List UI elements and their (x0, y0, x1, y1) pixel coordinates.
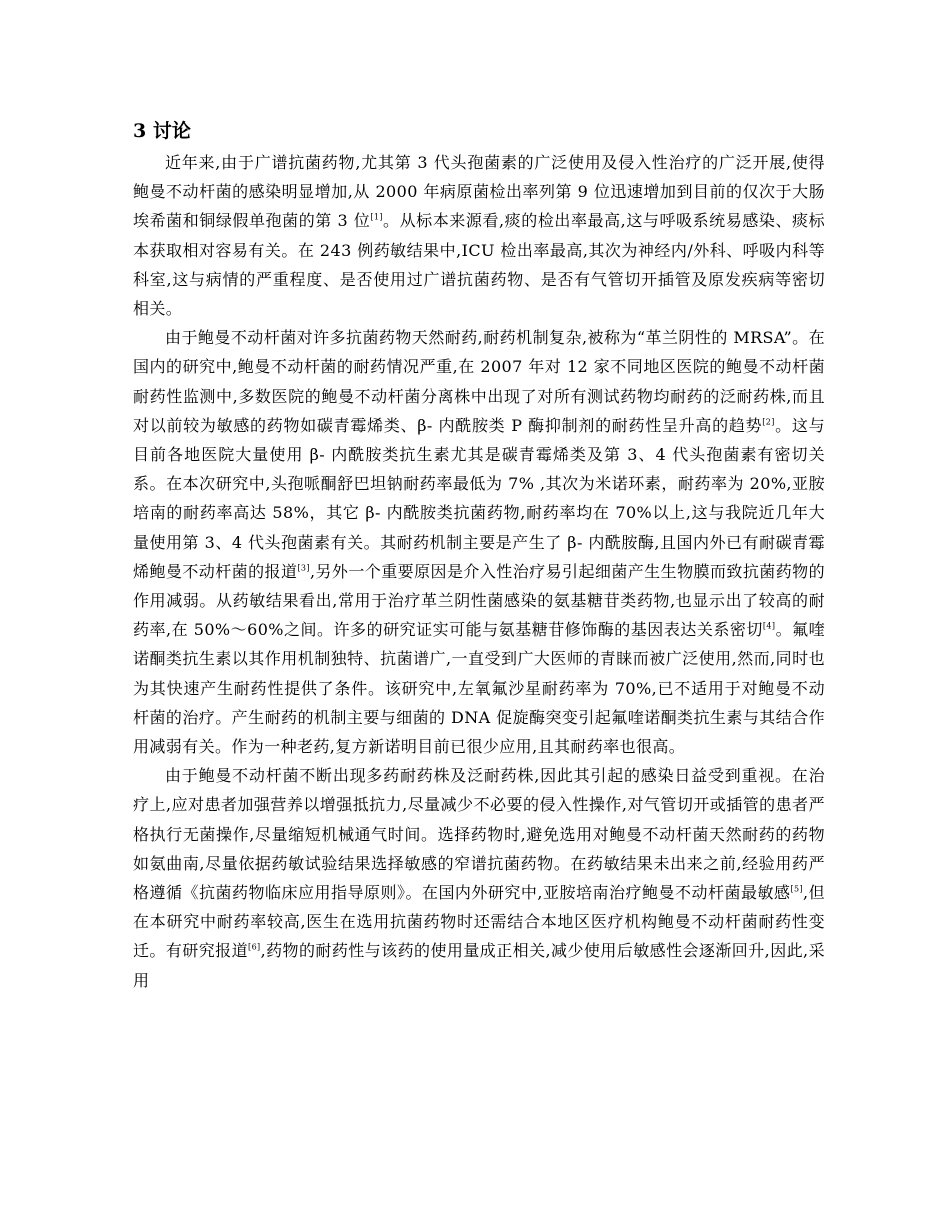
paragraph-text: 由于鲍曼不动杆菌不断出现多药耐药株及泛耐药株,因此其引起的感染日益受到重视。在治疗上,应对患者加强营养以增强抵抗力,尽量减少不必要的侵入性操作,对气管切开或插管的患者严格执行无菌操作,尽量缩短机械通气时间。选择药物时,避免选用对鲍曼不动杆菌天然耐药的药物如氨曲南,尽量依据药敏试验结果选择敏感的窄谱抗菌药物。在药敏结果未出来之前,经验用药严格遵循《抗菌药物临床应用指导原则》。在国内外研究中,亚胺培南治疗鲍曼不动杆菌最敏感 (133, 766, 825, 903)
citation-marker: [4] (762, 621, 776, 631)
citation-marker: [6] (248, 943, 261, 953)
citation-marker: [1] (370, 213, 383, 223)
paragraph-text: 由于鲍曼不动杆菌对许多抗菌药物天然耐药,耐药机制复杂,被称为“革兰阴性的 MRSA”。在国内的研究中,鲍曼不动杆菌的耐药情况严重,在 2007 年对 12 家不同地区医院的鲍曼不动杆菌耐药性监测中,多数医院的鲍曼不动杆菌分离株中出现了对所有测试药物均耐药的泛耐药株,而且对以前较为敏感的药物如碳青霉烯类、β- 内酰胺类 P 酶抑制剂的耐药性呈升高的趋势 (133, 328, 825, 435)
citation-marker: [3] (297, 563, 310, 573)
paragraph-text: 。氟喹诺酮类抗生素以其作用机制独特、抗菌谱广,一直受到广大医师的青睐而被广泛使用,然而,同时也为其快速产生耐药性提供了条件。该研究中,左氧氟沙星耐药率为 70%,已不适用于对鲍曼不动杆菌的治疗。产生耐药的机制主要与细菌的 DNA 促旋酶突变引起氟喹诺酮类抗生素与其结合作用减弱有关。作为一种老药,复方新诺明目前已很少应用,且其耐药率也很高。 (133, 620, 825, 757)
paragraph-text: 。从标本来源看,痰的检出率最高,这与呼吸系统易感染、痰标本获取相对容易有关。在 243 例药敏结果中,ICU 检出率最高,其次为神经内/外科、呼吸内科等科室,这与病情的严重程度、是否使用过广谱抗菌药物、是否有气管切开插管及原发疾病等密切相关。 (133, 211, 825, 319)
paragraph-text: 。这与目前各地医院大量使用 β- 内酰胺类抗生素尤其是碳青霉烯类及第 3、4 代头孢菌素有密切关系。在本次研究中,头孢哌酮舒巴坦钠耐药率最低为 7% ,其次为米诺环素，耐药率为 20%,亚胺培南的耐药率高达 58%，其它 β- 内酰胺类抗菌药物,耐药率均在 70%以上,这与我院近几年大量使用第 3、4 代头孢菌素有关。其耐药机制主要是产生了 β- 内酰胺酶,且国内外已有耐碳青霉烯鲍曼不动杆菌的报道 (133, 415, 825, 581)
paragraph-text: ,另外一个重要原因是介入性治疗易引起细菌产生生物膜而致抗菌药物的作用减弱。从药敏结果看出,常用于治疗革兰阴性菌感染的氨基糖苷类药物,也显示出了较高的耐药率,在 50%～60%之间。许多的研究证实可能与氨基糖苷修饰酶的基因表达关系密切 (133, 561, 825, 640)
body-paragraph (133, 148, 825, 323)
paragraph-text: ,药物的耐药性与该药的使用量成正相关,减少使用后敏感性会逐渐回升,因此,采用 (133, 941, 825, 990)
body-paragraph (133, 761, 825, 995)
paragraph-text: ,但在本研究中耐药率较高,医生在选用抗菌药物时还需结合本地区医疗机构鲍曼不动杆菌耐药性变迁。有研究报道 (133, 883, 825, 961)
citation-marker: [5] (790, 884, 803, 894)
body-paragraph (133, 323, 825, 761)
document-page (133, 118, 825, 995)
paragraph-text: 近年来,由于广谱抗菌药物,尤其第 3 代头孢菌素的广泛使用及侵入性治疗的广泛开展,使得鲍曼不动杆菌的感染明显增加,从 2000 年病原菌检出率列第 9 位迅速增加到目前的仅次于大肠埃希菌和铜绿假单孢菌的第 3 位 (133, 153, 825, 231)
section-body (133, 148, 825, 995)
citation-marker: [2] (762, 417, 775, 427)
section-heading: 3 讨论 (133, 120, 191, 142)
